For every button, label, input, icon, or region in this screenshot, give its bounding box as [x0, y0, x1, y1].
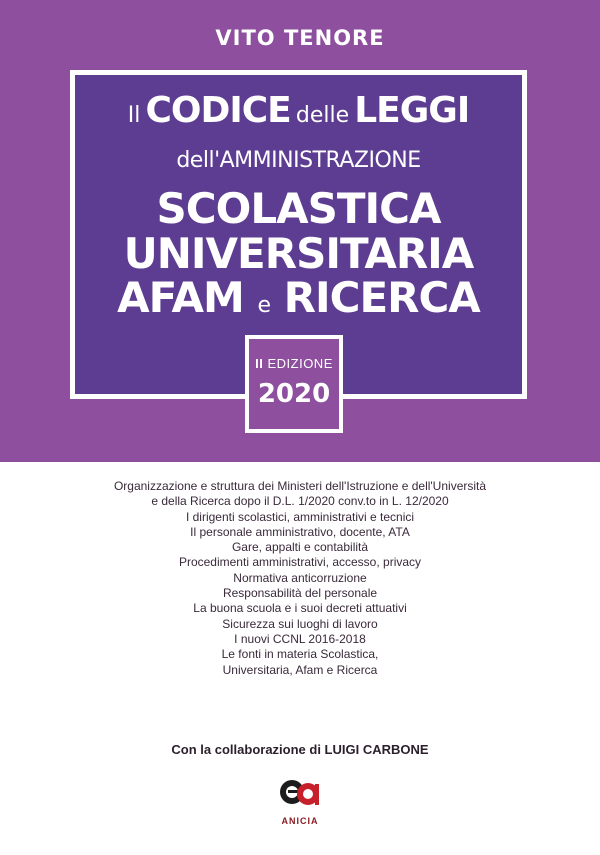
- publisher-logo: [276, 768, 324, 832]
- edition-word: EDIZIONE: [267, 356, 333, 371]
- title-line-2: dell'AMMINISTRAZIONE: [176, 148, 421, 173]
- publisher-mark-icon: [278, 768, 322, 812]
- publisher-name: ANICIA: [281, 816, 319, 826]
- title-prefix: Il: [127, 103, 141, 128]
- list-item: Sicurezza sui luoghi di lavoro: [222, 616, 378, 631]
- edition-badge: [245, 335, 343, 433]
- title-line-1: [75, 90, 522, 131]
- list-item: Le fonti in materia Scolastica,: [221, 647, 379, 662]
- title-line-3: SCOLASTICA: [156, 184, 441, 233]
- list-item: Organizzazione e struttura dei Ministeri dell'Istruzione e dell'Università: [113, 479, 487, 493]
- list-item: Responsabilità del personale: [222, 586, 378, 601]
- collaboration-credit: Con la collaborazione di LUIGI CARBONE: [171, 742, 429, 757]
- list-item: Normativa anticorruzione: [233, 570, 367, 585]
- list-item: I nuovi CCNL 2016-2018: [234, 631, 366, 646]
- title-mid: delle: [295, 103, 350, 128]
- author-name: VITO TENORE: [215, 26, 385, 50]
- title-line-4: UNIVERSITARIA: [123, 229, 474, 278]
- list-item: La buona scuola e i suoi decreti attuativi: [193, 601, 407, 616]
- list-item: Il personale amministrativo, docente, ATA: [190, 524, 410, 539]
- edition-number: II: [255, 356, 264, 371]
- list-item: Procedimenti amministrativi, accesso, privacy: [178, 555, 422, 570]
- title-word-codice: CODICE: [145, 90, 291, 131]
- list-item: Gare, appalti e contabilità: [231, 540, 369, 555]
- title-word-leggi: LEGGI: [354, 90, 470, 131]
- title-afam: AFAM: [117, 273, 244, 322]
- edition-label: [249, 356, 339, 371]
- title-ricerca: RICERCA: [283, 273, 480, 322]
- edition-year: 2020: [257, 379, 331, 409]
- title-conjunction: e: [257, 293, 271, 318]
- contents-list: [20, 479, 580, 678]
- list-item: Universitaria, Afam e Ricerca: [222, 662, 378, 677]
- list-item: I dirigenti scolastici, amministrativi e tecnici: [185, 509, 415, 524]
- title-line-5: [75, 275, 522, 329]
- list-item: e della Ricerca dopo il D.L. 1/2020 conv.to in L. 12/2020: [151, 494, 449, 509]
